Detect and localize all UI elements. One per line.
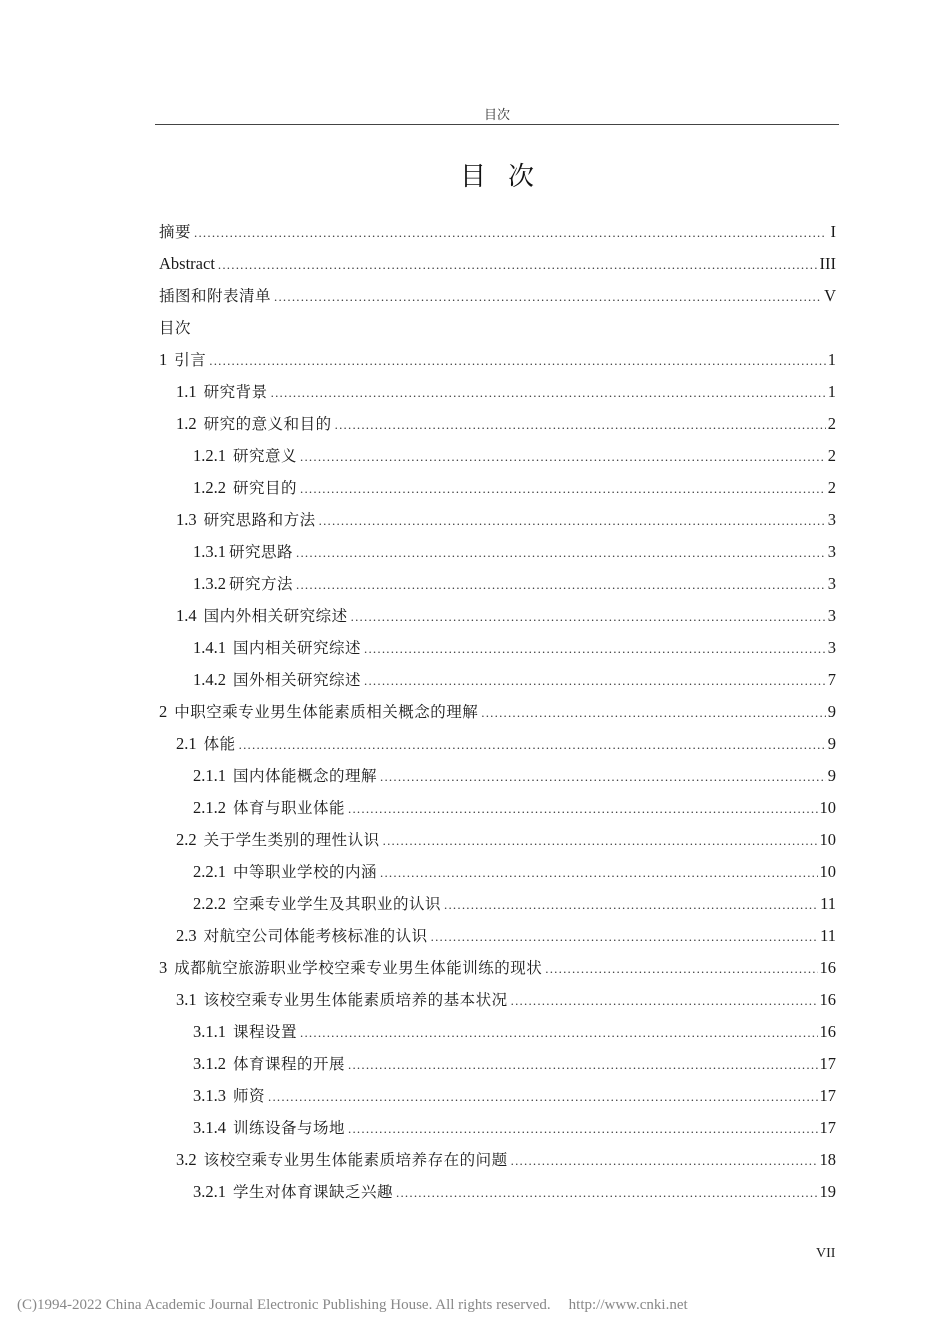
page-number: VII [816, 1246, 836, 1261]
header-divider [155, 124, 839, 125]
toc-entry-number: 1.3.1 [193, 542, 226, 561]
toc-entry-page: 16 [819, 958, 836, 977]
toc-entry-label: 国内体能概念的理解 [233, 767, 378, 785]
toc-entry-label: 研究方法 [229, 575, 294, 593]
running-header: 目次 [483, 108, 510, 123]
dot-leader [271, 379, 826, 407]
toc-entry-label: Abstract [159, 254, 215, 273]
dot-leader [348, 1115, 817, 1143]
toc-entry-label: 该校空乘专业男生体能素质培养的基本状况 [203, 991, 508, 1009]
toc-entry-page: I [830, 222, 836, 241]
copyright-notice [17, 1297, 688, 1314]
dot-leader [335, 411, 826, 439]
toc-entry-number: 3.1 [176, 990, 197, 1009]
toc-entry[interactable] [159, 666, 836, 698]
toc-entry-label: 国外相关研究综述 [233, 671, 362, 689]
toc-entry-page: V [824, 286, 836, 305]
toc-entry-number: 2.1.1 [193, 766, 226, 785]
toc-entry[interactable] [159, 890, 836, 922]
toc-entry[interactable] [159, 602, 836, 634]
dot-leader [300, 1019, 817, 1047]
toc-entry[interactable] [159, 826, 836, 858]
toc-entry-label: 学生对体育课缺乏兴趣 [233, 1183, 394, 1201]
toc-entry-page: 9 [827, 766, 836, 785]
toc-entry[interactable] [159, 1146, 836, 1178]
toc-entry-number: 3 [159, 958, 168, 977]
toc-entry-page: III [819, 254, 836, 273]
toc-entry-label: 国内相关研究综述 [233, 639, 362, 657]
toc-entry-label: 研究的意义和目的 [203, 415, 332, 433]
toc-entry[interactable] [159, 1018, 836, 1050]
toc-entry[interactable] [159, 474, 836, 506]
toc-entry-label: 研究目的 [233, 479, 298, 497]
dot-leader [239, 731, 826, 759]
toc-entry-number: 2.2.2 [193, 894, 226, 913]
dot-leader [348, 795, 817, 823]
toc-entry[interactable] [159, 1050, 836, 1082]
dot-leader [348, 1051, 817, 1079]
toc-entry-number: 2.3 [176, 926, 197, 945]
toc-entry-page: 17 [819, 1118, 836, 1137]
toc-entry-label: 训练设备与场地 [233, 1119, 346, 1137]
dot-leader [218, 251, 818, 279]
toc-entry[interactable] [159, 250, 836, 282]
toc-entry-number: 2.1.2 [193, 798, 226, 817]
dot-leader [431, 923, 818, 951]
toc-entry[interactable] [159, 922, 836, 954]
toc-entry-page: 16 [819, 1022, 836, 1041]
toc-entry-label: 对航空公司体能考核标准的认识 [203, 927, 428, 945]
toc-entry-number: 1.1 [176, 382, 197, 401]
dot-leader [481, 699, 825, 727]
toc-entry-label: 体育课程的开展 [233, 1055, 346, 1073]
dot-leader [300, 443, 826, 471]
toc-entry[interactable] [159, 378, 836, 410]
toc-entry-page: 11 [820, 926, 836, 945]
toc-entry-page: 9 [827, 734, 836, 753]
dot-leader [319, 507, 826, 535]
page-title: 目次 [459, 162, 556, 192]
toc-entry-label: 引言 [174, 351, 207, 369]
toc-entry-label: 国内外相关研究综述 [203, 607, 348, 625]
toc-entry-number: 3.1.2 [193, 1054, 226, 1073]
toc-entry[interactable] [159, 634, 836, 666]
toc-entry-label: 研究思路 [229, 543, 294, 561]
toc-entry-label: 师资 [233, 1087, 266, 1105]
dot-leader [511, 1147, 818, 1175]
toc-entry-number: 3.2 [176, 1150, 197, 1169]
toc-entry[interactable] [159, 506, 836, 538]
toc-entry[interactable] [159, 1114, 836, 1146]
toc-entry-label: 体能 [203, 735, 236, 753]
dot-leader [209, 347, 825, 375]
toc-entry-page: 3 [827, 574, 836, 593]
dot-leader [383, 827, 818, 855]
dot-leader [545, 955, 817, 983]
toc-entry-label: 该校空乘专业男生体能素质培养存在的问题 [203, 1151, 508, 1169]
toc-entry-page: 3 [827, 638, 836, 657]
toc-entry[interactable] [159, 282, 836, 314]
toc-entry-page: 1 [827, 350, 836, 369]
toc-entry-number: 1 [159, 350, 168, 369]
toc-entry-number: 1.4.1 [193, 638, 226, 657]
toc-entry[interactable] [159, 1082, 836, 1114]
toc-entry[interactable] [159, 986, 836, 1018]
dot-leader [364, 635, 826, 663]
toc-entry[interactable] [159, 730, 836, 762]
toc-entry-page: 10 [819, 798, 836, 817]
toc-entry[interactable] [159, 410, 836, 442]
toc-entry-number: 3.1.3 [193, 1086, 226, 1105]
toc-entry-number: 2 [159, 702, 168, 721]
dot-leader [380, 763, 826, 791]
dot-leader [296, 571, 826, 599]
toc-entry-number: 1.3 [176, 510, 197, 529]
toc-entry-label: 摘要 [159, 223, 192, 241]
dot-leader [274, 283, 822, 311]
toc-entry[interactable] [159, 218, 836, 250]
toc-entry-label: 关于学生类别的理性认识 [203, 831, 380, 849]
toc-entry-label: 中等职业学校的内涵 [233, 863, 378, 881]
dot-leader [351, 603, 826, 631]
cnki-link[interactable]: http://www.cnki.net [568, 1297, 688, 1313]
toc-entry[interactable] [159, 570, 836, 602]
toc-entry-page: 2 [827, 414, 836, 433]
toc-entry[interactable] [159, 794, 836, 826]
toc-entry-page: 2 [827, 478, 836, 497]
toc-entry-page: 18 [819, 1150, 836, 1169]
toc-entry-page: 17 [819, 1054, 836, 1073]
dot-leader [364, 667, 826, 695]
toc-entry-number: 3.1.1 [193, 1022, 226, 1041]
dot-leader [194, 219, 826, 247]
dot-leader [444, 891, 818, 919]
toc-entry-page: 9 [827, 702, 836, 721]
toc-entry[interactable] [159, 858, 836, 890]
toc-entry-label: 目次 [159, 319, 192, 337]
toc-entry-page: 19 [819, 1182, 836, 1201]
toc-entry-number: 1.2 [176, 414, 197, 433]
toc-entry-label: 成都航空旅游职业学校空乘专业男生体能训练的现状 [174, 959, 543, 977]
dot-leader [511, 987, 818, 1015]
toc-entry-label: 研究意义 [233, 447, 298, 465]
dot-leader [268, 1083, 817, 1111]
toc-entry-page: 10 [819, 862, 836, 881]
toc-entry-page: 11 [820, 894, 836, 913]
dot-leader [296, 539, 826, 567]
dot-leader [380, 859, 817, 887]
toc-entry-page: 3 [827, 510, 836, 529]
toc-entry-number: 3.1.4 [193, 1118, 226, 1137]
toc-entry[interactable] [159, 698, 836, 730]
dot-leader [300, 475, 826, 503]
toc-entry[interactable] [159, 314, 836, 346]
toc-entry-page: 2 [827, 446, 836, 465]
toc-entry-label: 研究思路和方法 [203, 511, 316, 529]
toc-entry-label: 中职空乘专业男生体能素质相关概念的理解 [174, 703, 479, 721]
toc-entry[interactable] [159, 442, 836, 474]
toc-entry-number: 1.3.2 [193, 574, 226, 593]
toc-entry-number: 1.2.1 [193, 446, 226, 465]
toc-entry[interactable] [159, 346, 836, 378]
dot-leader [396, 1179, 817, 1207]
toc-entry[interactable] [159, 538, 836, 570]
copyright-text: (C)1994-2022 China Academic Journal Electronic Publishing House. All rights reserved. [17, 1297, 551, 1313]
toc-entry-page: 3 [827, 542, 836, 561]
toc-entry-page: 3 [827, 606, 836, 625]
toc-entry-page: 1 [827, 382, 836, 401]
toc-entry-number: 2.2.1 [193, 862, 226, 881]
toc-entry-number: 1.4 [176, 606, 197, 625]
toc-entry-label: 插图和附表清单 [159, 287, 272, 305]
toc-entry-number: 3.2.1 [193, 1182, 226, 1201]
toc-entry-label: 空乘专业学生及其职业的认识 [233, 895, 442, 913]
toc-entry[interactable] [159, 1178, 836, 1210]
toc-entry-number: 2.2 [176, 830, 197, 849]
toc-entry-label: 研究背景 [203, 383, 268, 401]
toc-entry-page: 7 [827, 670, 836, 689]
toc-entry-label: 课程设置 [233, 1023, 298, 1041]
toc-entry-number: 1.4.2 [193, 670, 226, 689]
toc-entry[interactable] [159, 954, 836, 986]
toc-entry-page: 17 [819, 1086, 836, 1105]
toc-entry-page: 10 [819, 830, 836, 849]
toc-entry-number: 1.2.2 [193, 478, 226, 497]
toc-entry-label: 体育与职业体能 [233, 799, 346, 817]
table-of-contents [159, 218, 836, 1210]
toc-entry[interactable] [159, 762, 836, 794]
toc-entry-number: 2.1 [176, 734, 197, 753]
toc-entry-page: 16 [819, 990, 836, 1009]
